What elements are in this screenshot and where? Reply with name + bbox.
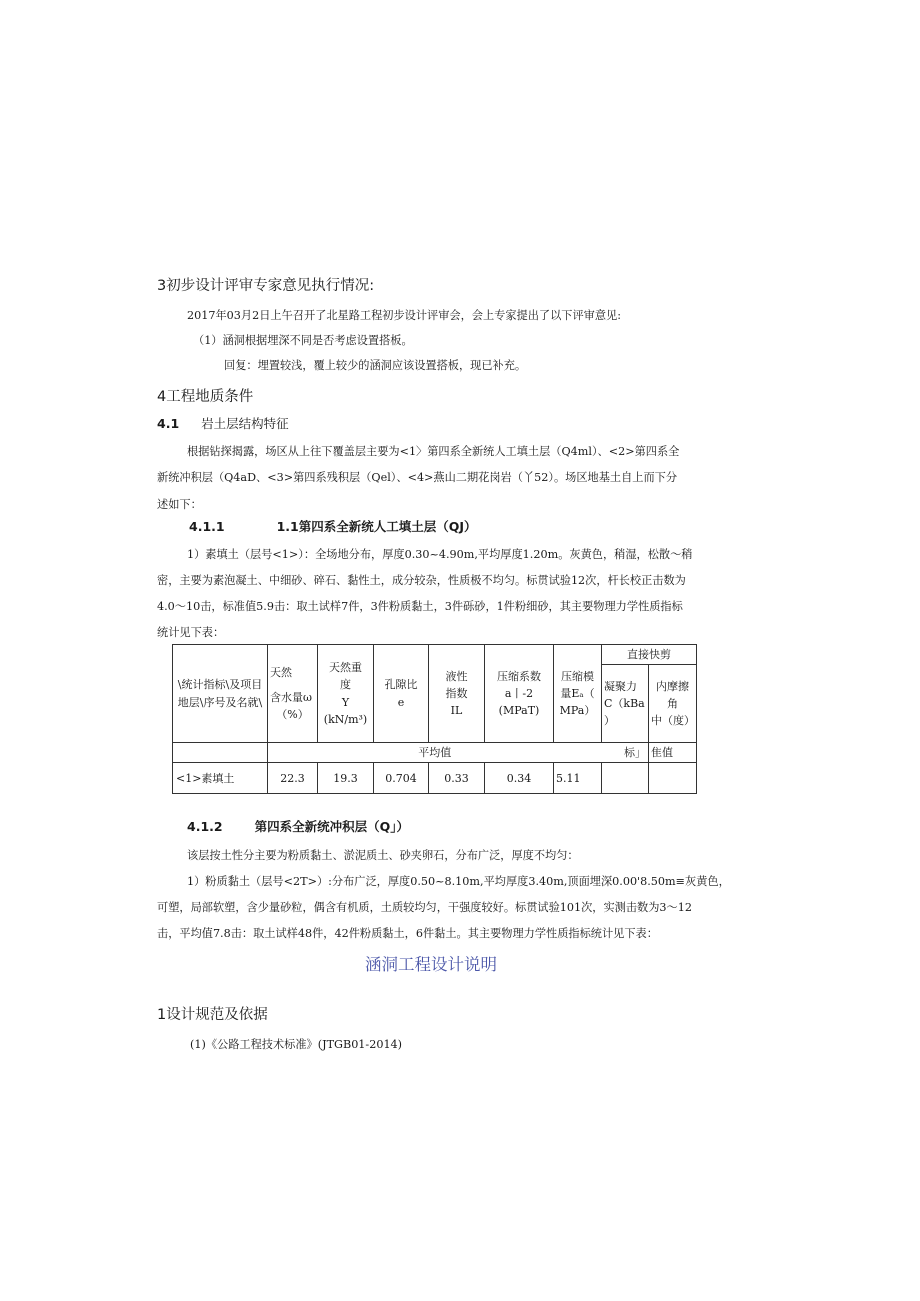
paragraph-line: 可塑，局部软塑，含少量砂粒，偶含有机质，土质较均匀，干强度较好。标贯试验101次，实测击数为3～12 (157, 901, 692, 914)
section3-para: 2017年03月2日上午召开了北星路工程初步设计评审会，会上专家提出了以下评审意见: (187, 309, 621, 322)
subsection-number: 4.1.1 (189, 519, 225, 534)
col-void-ratio: 孔隙比 e (374, 645, 429, 743)
subsection-number: 4.1.2 (187, 819, 223, 834)
col-cohesion: 凝聚力 C（kBa ） (602, 665, 649, 743)
paragraph-line: 击，平均值7.8击：取土试样48件，42件粉质黏土，6件黏土。其主要物理力学性质指标统计见下表： (157, 927, 658, 940)
col-compression-modulus: 压缩模 量Eₐ（ MPa） (554, 645, 602, 743)
cell-compress-coef: 0.34 (485, 763, 554, 794)
col-direct-shear: 直接快剪 (602, 645, 697, 665)
section1-heading: 1设计规范及依据 (157, 1007, 268, 1023)
paragraph-line: 密，主要为素泡凝土、中细砂、碎石、黏性土，成分较杂，性质极不均匀。标贯试验12次，杆长校正击数为 (157, 574, 686, 587)
subsection-4-1-2 (187, 817, 409, 835)
section1-item-1: (1)《公路工程技术标准》(JTGB01-2014) (190, 1038, 403, 1051)
soil-properties-table (172, 644, 697, 794)
col-water-content: 天然 含水量ω （%） (268, 645, 318, 743)
std-value-label-a: 标」 (602, 743, 649, 763)
cell-density: 19.3 (318, 763, 374, 794)
section3-item-1: （1）涵洞根据埋深不同是否考虑设置搭板。 (193, 334, 413, 347)
subsection-4-1-1 (189, 517, 476, 535)
section3-reply: 回复：埋置较浅，覆上较少的涵洞应该设置搭板，现已补充。 (224, 359, 527, 372)
table-empty-cell (173, 743, 268, 763)
layer-name: <1>素填土 (173, 763, 268, 794)
subsection-title: 岩土层结构特征 (201, 416, 289, 431)
col-friction-angle: 内摩擦角 中（度） (649, 665, 697, 743)
section4-heading: 4工程地质条件 (157, 389, 254, 405)
cell-water: 22.3 (268, 763, 318, 794)
paragraph-line: 统计见下表： (157, 626, 225, 639)
subsection-number: 4.1 (157, 416, 180, 431)
cell-liquidity: 0.33 (429, 763, 485, 794)
intro-line: 述如下： (157, 498, 202, 511)
paragraph-line: 1）素填土（层号<1>）：全场地分布，厚度0.30~4.90m,平均厚度1.20m。灰黄色，稍湿，松散～稍 (187, 548, 693, 561)
std-value-label-b: 隹值 (649, 743, 697, 763)
subsection-title: 第四系全新统冲积层（Q」） (254, 819, 409, 834)
table-corner-header: \统计指标\及项目 地层\序号及名就\ (173, 645, 268, 743)
paragraph-line: 1）粉质黏土（层号<2T>）:分布广泛，厚度0.50~8.10m,平均厚度3.40m,顶面埋深0.00'8.50m≡灰黄色， (187, 875, 730, 888)
document-title: 涵洞工程设计说明 (365, 955, 497, 974)
section3-heading: 3初步设计评审专家意见执行情况: (157, 278, 375, 294)
paragraph-line: 该层按土性分主要为粉质黏土、淤泥质土、砂夹卵石，分布广泛，厚度不均匀： (187, 849, 579, 862)
cell-cohesion (602, 763, 649, 794)
table-row (173, 763, 697, 794)
subsection-4-1 (157, 414, 289, 432)
avg-value-label: 平均值 (268, 743, 602, 763)
col-liquidity-index: 液性 指数 IL (429, 645, 485, 743)
paragraph-line: 4.0～10击，标准值5.9击：取土试样7件，3件粉质黏土，3件砾砂，1件粉细砂，其主要物理力学性质指标 (157, 600, 683, 613)
cell-void-ratio: 0.704 (374, 763, 429, 794)
cell-friction (649, 763, 697, 794)
cell-compress-mod: 5.11 (554, 763, 602, 794)
intro-line: 根据钻探揭露，场区从上往下覆盖层主要为<1〉第四系全新统人工填土层（Q4ml）、<2>第四系全 (187, 445, 680, 458)
subsection-title: 1.1第四系全新统人工填土层（QJ） (276, 519, 477, 534)
col-natural-density: 天然重 度 Y (kN/m³) (318, 645, 374, 743)
col-compression-coefficient: 压缩系数 a丨-2 (MPaT) (485, 645, 554, 743)
intro-line: 新统冲积层（Q4aD、<3>第四系残积层（Qel）、<4>燕山二期花岗岩（丫52）。场区地基土自上而下分 (157, 471, 678, 484)
